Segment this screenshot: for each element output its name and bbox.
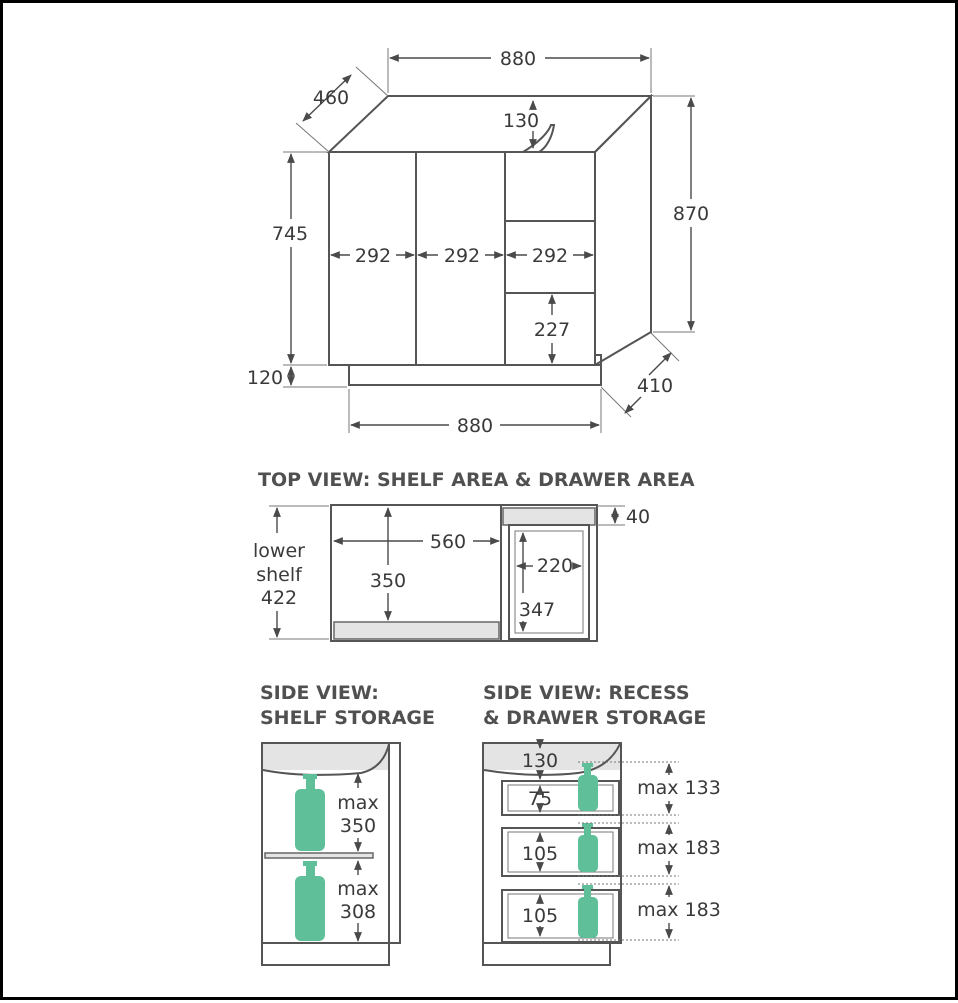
dim-kick-height: 120 (246, 367, 284, 389)
bottle-icon-drawer-3 (578, 885, 598, 938)
dim-tap-height: 130 (502, 110, 540, 132)
drawer-2 (502, 828, 619, 876)
drawer-1 (502, 781, 619, 815)
dim-total-height: 870 (672, 203, 710, 225)
dim-drawer-inner-depth: 347 (518, 599, 556, 621)
dim-door-width-1: 292 (354, 245, 392, 267)
dim-drawer3-max: max 183 (637, 899, 721, 921)
bottle-icon-drawer-2 (578, 823, 598, 872)
dim-drawer-height: 227 (533, 319, 571, 341)
dim-back-gap: 40 (625, 506, 651, 528)
vanity-dimension-diagram (3, 3, 958, 1003)
drawer-3 (502, 890, 619, 942)
upper-max-value: 350 (339, 815, 377, 837)
dim-width-top: 880 (499, 48, 537, 70)
back-panel-strip (503, 508, 595, 525)
side-view-shelf (260, 682, 435, 965)
dim-drawer3-inner: 105 (521, 905, 559, 927)
lower-max-label: max (337, 878, 379, 900)
dim-drawer2-inner: 105 (521, 843, 559, 865)
bottle-icon-lower (295, 861, 325, 941)
dim-drawer-inner-width: 220 (536, 555, 574, 577)
dim-depth-top: 460 (312, 87, 350, 109)
dim-width-bottom: 880 (456, 415, 494, 437)
dim-drawer2-max: max 183 (637, 837, 721, 859)
shelf-board (265, 853, 373, 858)
dim-base-depth: 410 (636, 375, 674, 397)
shelf-front-strip (334, 622, 499, 639)
lower-shelf-label-1: lower (253, 540, 305, 562)
dim-drawer1-inner: 75 (527, 788, 553, 810)
side-shelf-heading-2: SHELF STORAGE (260, 707, 435, 729)
side-drawer-plinth (483, 943, 610, 965)
dim-shelf-width: 560 (429, 531, 467, 553)
dim-shelf-depth: 350 (369, 570, 407, 592)
dim-recess: 130 (521, 750, 559, 772)
drawer-box-top (509, 525, 589, 639)
side-view-drawer (483, 682, 721, 965)
side-shelf-heading-1: SIDE VIEW: (260, 682, 379, 704)
bottle-icon-upper (295, 774, 325, 851)
top-view-heading: TOP VIEW: SHELF AREA & DRAWER AREA (258, 469, 695, 491)
lower-max-value: 308 (339, 901, 377, 923)
side-drawer-heading-2: & DRAWER STORAGE (483, 707, 707, 729)
kick-plinth (349, 365, 601, 385)
side-shelf-plinth (262, 943, 389, 965)
front-view (247, 48, 709, 437)
upper-max-label: max (337, 792, 379, 814)
lower-shelf-label-2: shelf (256, 564, 302, 586)
side-drawer-heading-1: SIDE VIEW: RECESS (483, 682, 690, 704)
bottle-icon-drawer-1 (578, 763, 598, 811)
cabinet-side (595, 96, 651, 365)
dim-cabinet-height: 745 (271, 223, 309, 245)
lower-shelf-value: 422 (260, 587, 298, 609)
dim-drawer1-max: max 133 (637, 777, 721, 799)
top-view (253, 469, 695, 641)
dim-drawer-width: 292 (531, 245, 569, 267)
dim-door-width-2: 292 (443, 245, 481, 267)
